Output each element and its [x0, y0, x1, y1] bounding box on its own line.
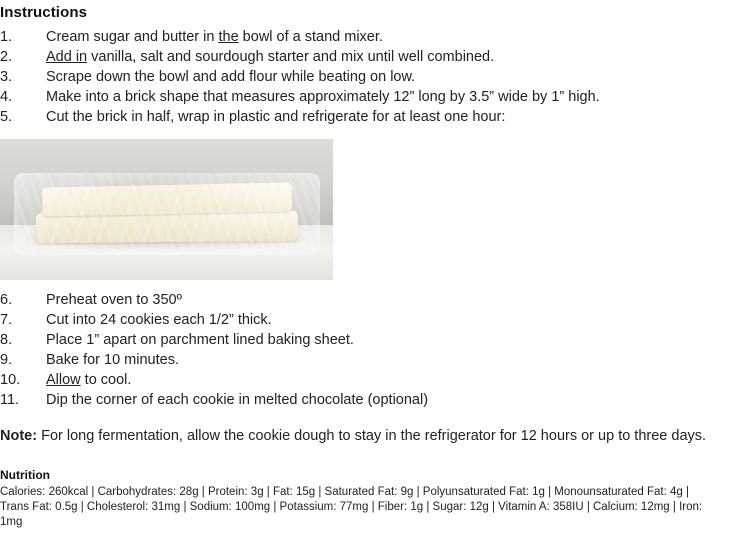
step-number: 3.: [0, 69, 13, 85]
recipe-document: [0, 4, 738, 560]
nutrition-heading: Nutrition: [0, 468, 50, 482]
note-paragraph: [0, 426, 738, 446]
list-item: [0, 290, 738, 310]
step-link[interactable]: Add in: [46, 49, 88, 65]
list-item: [0, 27, 738, 47]
step-text: Add in vanilla, salt and sourdough starter and mix until well combined.: [46, 49, 495, 65]
note-label: Note:: [0, 428, 38, 444]
step-link[interactable]: the: [218, 29, 239, 45]
step-number: 7.: [0, 312, 13, 328]
step-number: 2.: [0, 49, 13, 65]
step-number: 5.: [0, 109, 13, 125]
step-text: Bake for 10 minutes.: [46, 352, 179, 368]
step-number: 10.: [0, 372, 21, 388]
step-text: Cut into 24 cookies each 1/2” thick.: [46, 312, 272, 328]
step-text: Allow to cool.: [46, 372, 132, 388]
instructions-list-part-1: [0, 27, 738, 127]
wrapped-dough-bricks-photo: [0, 139, 333, 280]
step-text: Cut the brick in half, wrap in plastic and refrigerate for at least one hour:: [46, 109, 506, 125]
step-text: Place 1” apart on parchment lined baking sheet.: [46, 332, 354, 348]
list-item: [0, 67, 738, 87]
photo-container: [0, 139, 738, 280]
step-text: Cream sugar and butter in the bowl of a stand mixer.: [46, 29, 383, 45]
list-item: [0, 310, 738, 330]
instructions-list-part-2: [0, 290, 738, 410]
step-number: 9.: [0, 352, 13, 368]
list-item: [0, 330, 738, 350]
list-item: [0, 107, 738, 127]
nutrition-facts: Calories: 260kcal | Carbohydrates: 28g | Protein: 3g | Fat: 15g | Saturated Fat: 9g | Polyunsaturated Fat: 1g | Monounsaturated Fat: 4g | Trans Fat: 0.5g | Cholesterol: 31mg | Sodium: 100mg | Potassium: 77mg | Fiber: 1g | Sugar: 12g | Vitamin A: 358IU | Calcium: 12mg | Iron: 1mg: [0, 486, 703, 528]
step-number: 6.: [0, 292, 13, 308]
list-item: [0, 47, 738, 67]
step-text: Make into a brick shape that measures approximately 12” long by 3.5” wide by 1” high.: [46, 89, 600, 105]
step-number: 11.: [0, 392, 20, 408]
step-text: Scrape down the bowl and add flour while beating on low.: [46, 69, 416, 85]
dough-brick-top: [42, 182, 293, 216]
step-number: 4.: [0, 89, 13, 105]
step-number: 1.: [0, 29, 13, 45]
step-text: Preheat oven to 350º: [46, 292, 182, 308]
page-title: Instructions: [0, 4, 88, 21]
list-item: [0, 370, 738, 390]
note-text: For long fermentation, allow the cookie dough to stay in the refrigerator for 12 hours or up to three days.: [37, 428, 707, 444]
step-text: Dip the corner of each cookie in melted chocolate (optional): [46, 392, 429, 408]
step-number: 8.: [0, 332, 13, 348]
step-link[interactable]: Allow: [46, 372, 81, 388]
list-item: [0, 350, 738, 370]
list-item: [0, 87, 738, 107]
list-item: [0, 390, 738, 410]
